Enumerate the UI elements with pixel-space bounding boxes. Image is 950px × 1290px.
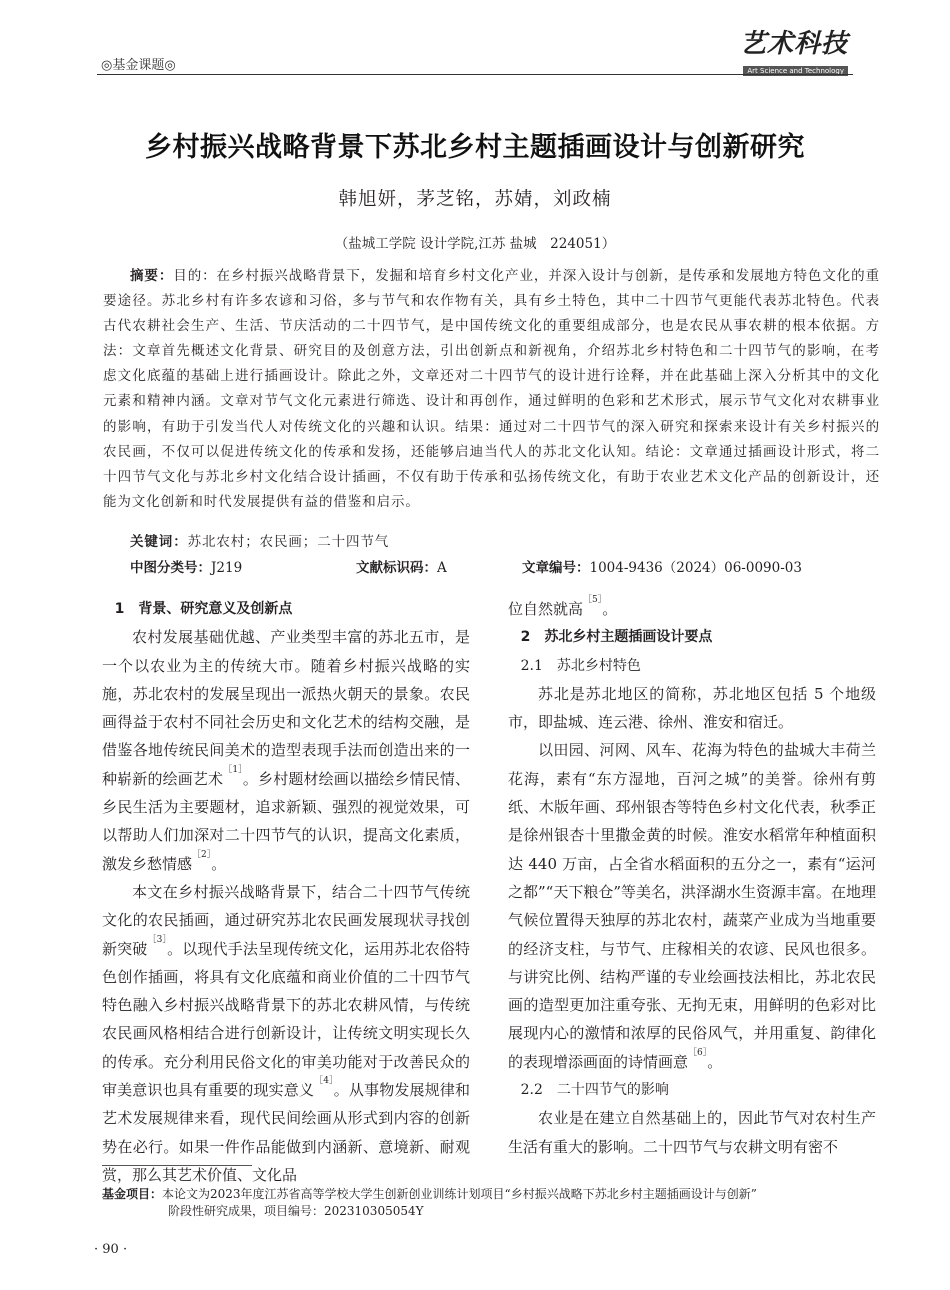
paragraph: 苏北是苏北地区的简称，苏北地区包括 5 个地级市，即盐城、连云港、徐州、淮安和宿迁。	[508, 684, 876, 732]
footnote-label: 基金项目：	[102, 1187, 163, 1201]
article-title: 乡村振兴战略背景下苏北乡村主题插画设计与创新研究	[145, 132, 805, 163]
citation: ［1］	[223, 764, 243, 775]
affiliation: （盐城工学院 设计学院,江苏 盐城 224051）	[334, 236, 616, 252]
doc-label: 文献标识码：	[356, 560, 437, 576]
footnote-rule	[102, 1165, 252, 1166]
keywords	[103, 530, 880, 555]
paragraph: 本文在乡村振兴战略背景下，结合二十四节气传统文化的农民插画，通过研究苏北农民画发展现状寻找创新突破$^{[3]}$。以现代手法呈现传统文化，运用苏北农俗特色创作插画，将具有文化底蕴和商业价值的二十四节气特色融入乡村振兴战略背景下的苏北农耕风情，与传统农民画风格相结合进行创新设计，让传统文明实现长久的传承。充分利用民俗文化的审美功能对于改善民众的审美意识也具有重要的现实意义$^{[4]}$。从事物发展规律和艺术发展规律来看，现代民间绘画从形式到内容的创新势在必行。如果一件作品能做到内涵新、意境新、耐观赏，那么其艺术价值、文化品	[102, 882, 470, 1184]
journal-logo-en: Art Science and Technology	[743, 66, 848, 76]
clc-label: 中图分类号：	[130, 560, 211, 576]
citation: ［6］	[688, 1047, 708, 1058]
citation: ［4］	[314, 1076, 334, 1087]
section-2-heading: 2 苏北乡村主题插画设计要点	[520, 629, 713, 646]
footnote-line-2: 阶段性研究成果，项目编号：202310305054Y	[168, 1204, 424, 1218]
footnote-line-1: 本论文为2023年度江苏省高等学校大学生创新创业训练计划项目“乡村振兴战略下苏北乡村主题插画设计与创新”	[162, 1187, 757, 1201]
doc-code	[356, 556, 447, 581]
citation: ［3］	[147, 934, 168, 945]
paragraph: 农村发展基础优越、产业类型丰富的苏北五市，是一个以农业为主的传统大市。随着乡村振兴战略的实施，苏北农村的发展呈现出一派热火朝天的景象。农民画得益于农村不同社会历史和文化艺术的结构交融，是借鉴各地传统民间美术的造型表现手法而创造出来的一种崭新的绘画艺术$^{[1]}$。乡村题材绘画以描绘乡情民情、乡民生活为主要题材，追求新颖、强烈的视觉效果，可以帮助人们加深对二十四节气的认识，提高文化素质，激发乡愁情感$^{[2]}$。	[102, 628, 470, 873]
article-id	[522, 556, 802, 581]
keywords-label: 关键词：	[130, 534, 188, 550]
article-id-value: 1004-9436（2024）06-0090-03	[589, 560, 802, 576]
section-1-heading: 1 背景、研究意义及创新点	[114, 601, 293, 617]
abstract-text: 目的：在乡村振兴战略背景下，发掘和培育乡村文化产业，并深入设计与创新，是传承和发展地方特色文化的重要途径。苏北乡村有许多农谚和习俗，多与节气和农作物有关，具有乡土特色，其中二十四节气更能代表苏北特色。代表古代农耕社会生产、生活、节庆活动的二十四节气，是中国传统文化的重要组成部分，也是农民从事农耕的根本依据。方法：文章首先概述文化背景、研究目的及创意方法，引出创新点和新视角，介绍苏北乡村特色和二十四节气的影响，在考虑文化底蕴的基础上进行插画设计。除此之外，文章还对二十四节气的设计进行诠释，并在此基础上深入分析其中的文化元素和精神内涵。文章对节气文化元素进行筛选、设计和再创作，通过鲜明的色彩和艺术形式，展示节气文化对农耕事业的影响，有助于引发当代人对传统文化的兴趣和认识。结果：通过对二十四节气的深入研究和探索来设计有关乡村振兴的农民画，不仅可以促进传统文化的传承和发扬，还能够启迪当代人的苏北文化认知。结论：文章通过插画设计形式，将二十四节气文化与苏北乡村文化结合设计插画，不仅有助于传承和弘扬传统文化，有助于农业艺术文化产品的创新设计，还能为文化创新和时代发展提供有益的借鉴和启示。	[103, 268, 880, 510]
clc-number	[130, 556, 242, 581]
keywords-text: 苏北农村；农民画；二十四节气	[187, 534, 390, 550]
abstract-label: 摘要：	[130, 268, 174, 284]
paragraph: 农业是在建立自然基础上的，因此节气对农村生产生活有重大的影响。二十四节气与农耕文明有密不	[508, 1109, 876, 1156]
header-rule	[97, 74, 853, 75]
paragraph: 以田园、河网、风车、花海为特色的盐城大丰荷兰花海，素有“东方湿地，百河之城”的美誉。徐州有剪纸、木版年画、邳州银杏等特色乡村文化代表，秋季正是徐州银杏十里撒金黄的时候。淮安水稻常年种植面积达 440 万亩，占全省水稻面积的五分之一，素有“运河之都”“天下粮仓”等美名，洪泽湖水生资源丰富。在地理气候位置得天独厚的苏北农村，蔬菜产业成为当地重要的经济支柱，与节气、庄稼相关的农谚、民风也很多。与讲究比例、结构严谨的专业绘画技法相比，苏北农民画的造型更加注重夸张、无拘无束，用鲜明的色彩对比展现内心的激情和浓厚的民俗风气，并用重复、韵律化的表现增添画面的诗情画意$^{[6]}$。	[508, 741, 877, 1071]
section-2-1-heading: 2.1 苏北乡村特色	[520, 657, 641, 674]
citation: ［2］	[192, 849, 212, 860]
funding-footnote	[102, 1186, 880, 1220]
section-2-2-heading: 2.2 二十四节气的影响	[520, 1082, 669, 1099]
abstract	[103, 264, 880, 515]
clc-value: J219	[211, 560, 243, 576]
page-number: · 90 ·	[94, 1242, 128, 1257]
section-label: ◎基金课题◎	[101, 58, 176, 73]
doc-value: A	[437, 560, 447, 576]
journal-logo	[740, 30, 848, 77]
article-id-label: 文章编号：	[522, 560, 590, 576]
right-column	[508, 595, 876, 1161]
paragraph: 位自然就高$^{[5]}$。	[508, 595, 618, 618]
authors: 韩旭妍，茅芝铭，苏婧，刘政楠	[338, 189, 612, 210]
left-column	[102, 595, 470, 1189]
citation: ［5］	[583, 595, 603, 605]
journal-logo-cn: 艺术科技	[739, 29, 848, 59]
